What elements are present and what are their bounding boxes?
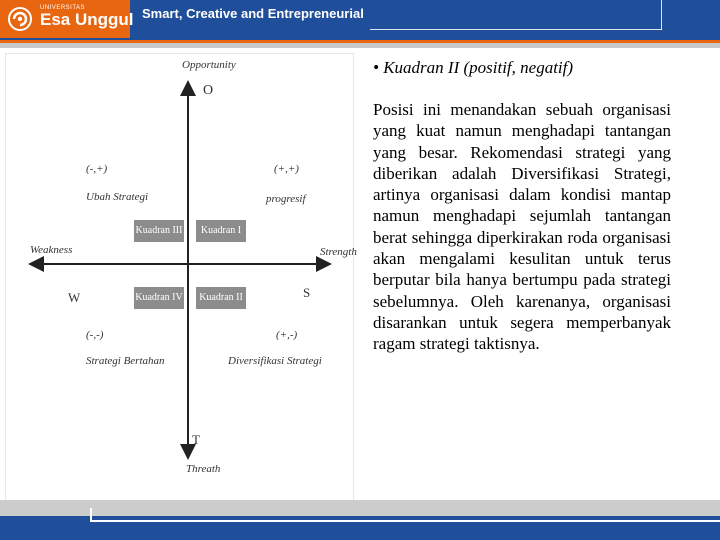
slide-body-paragraph: Posisi ini menandakan sebuah organisasi yang kuat namun menghadapi tantangan yang besar. Rekomendasi strategi yang diberikan adalah Diversifikasi Strategi, artinya organisasi dalam kondisi mantap namun menghadapi sejumlah tantangan berat sehingga diperkirakan roda organisasi akan mengalami kesulitan untuk terus berputar bila hanya bertumpu pada strategi sebelumnya. Oleh karenanya, organisasi disarankan untuk segera memperbanyak ragam strategi taktisnya. [373,100,671,354]
quadrant-tr-name: progresif [266,193,306,205]
axes-graphic [6,54,353,500]
kuadran-iii-box: Kuadran III [134,220,184,242]
kuadran-i-box: Kuadran I [196,220,246,242]
quadrant-tr-sign: (+,+) [274,163,299,175]
axis-letter-bottom: T [192,432,200,447]
kuadran-iv-box: Kuadran IV [134,287,184,309]
logo [0,0,134,38]
logo-text: Esa Unggul [40,10,134,29]
axis-letter-left: W [68,290,81,305]
axis-letter-top: O [203,83,214,98]
axis-label-right: Strength [320,246,357,258]
university-logo-icon [8,7,32,31]
swot-quadrant-diagram [6,54,357,500]
quadrant-br-name: Diversifikasi Strategi [228,355,322,367]
axis-letter-right: S [303,285,311,300]
kuadran-ii-box: Kuadran II [196,287,246,309]
slide-bullet-heading: • Kuadran II (positif, negatif) [373,58,574,77]
logo-subtext: UNIVERSITAS [40,5,86,11]
quadrant-bl-name: Strategi Bertahan [86,355,165,367]
quadrant-tl-name: Ubah Strategi [86,191,149,203]
header-divider-tick [661,0,662,30]
axis-label-bottom: Threath [186,463,221,475]
quadrant-br-sign: (+,-) [276,329,298,341]
footer-frame-line [90,508,720,522]
header-divider [370,29,662,30]
header-bar [0,0,720,40]
header-tagline: Smart, Creative and Entrepreneurial [142,6,364,21]
quadrant-bl-sign: (-,-) [86,329,104,341]
axis-label-left: Weakness [30,244,73,256]
quadrant-tl-sign: (-,+) [86,163,108,175]
axis-label-top: Opportunity [182,59,236,71]
header-gray-band [0,43,720,48]
